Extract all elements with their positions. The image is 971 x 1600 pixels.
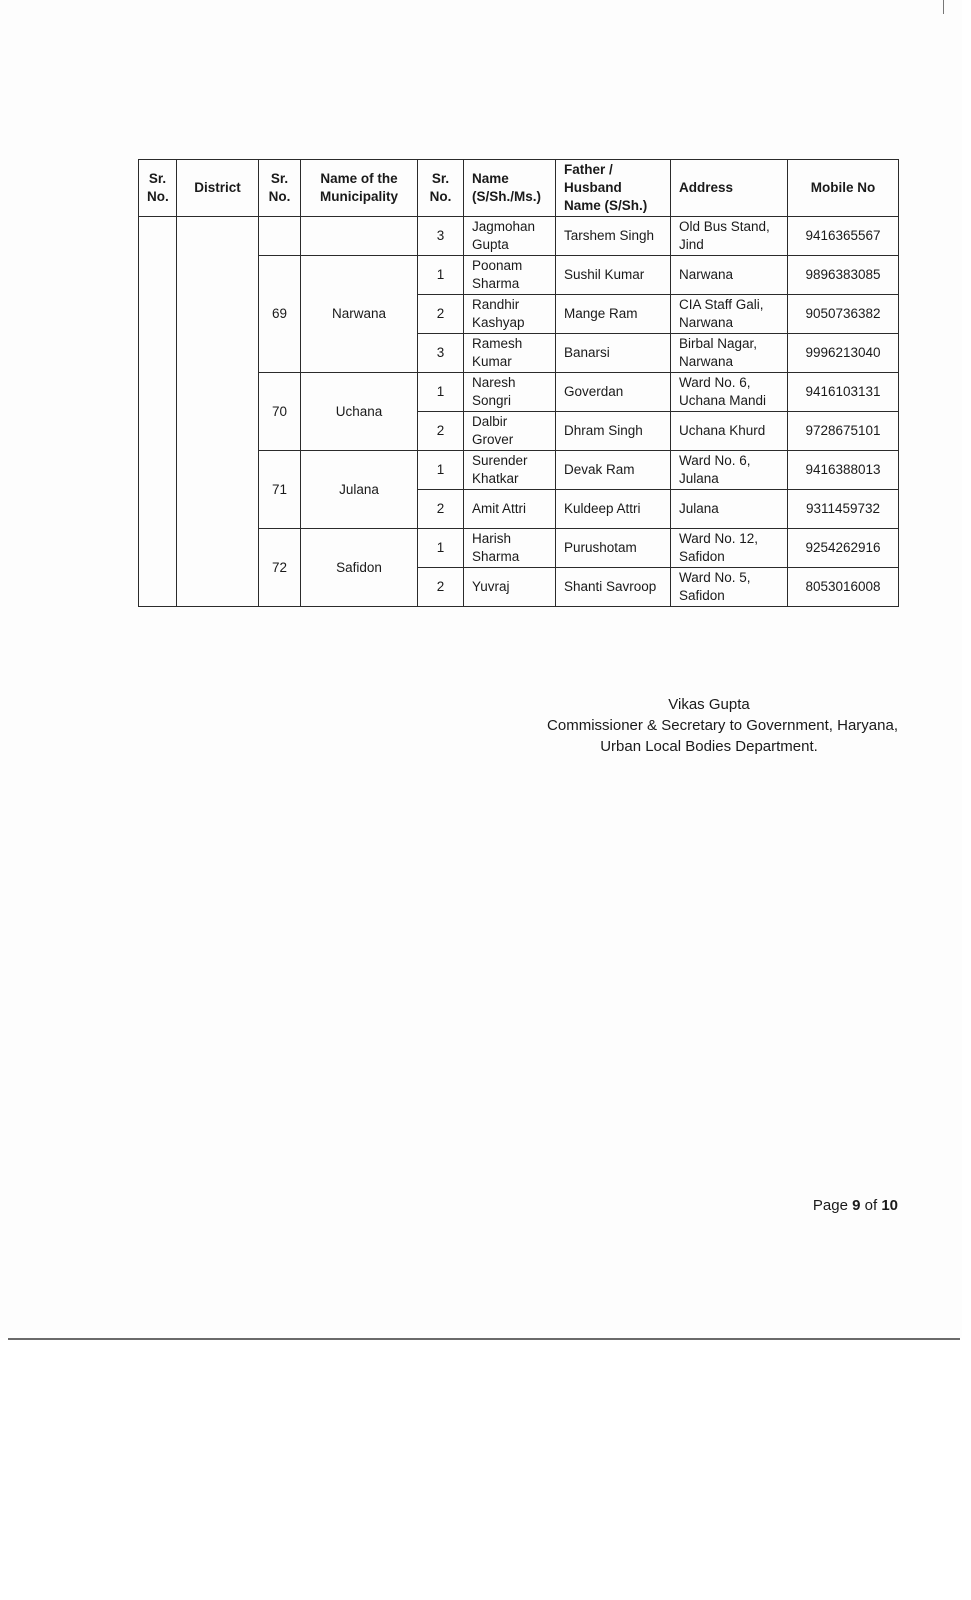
- municipality-cell: Narwana: [301, 256, 418, 373]
- signature-block: [520, 694, 898, 757]
- member-sr-cell: 3: [418, 217, 464, 256]
- address-cell: Narwana: [671, 256, 788, 295]
- header-member-sr-no: Sr. No.: [418, 160, 464, 217]
- signatory-name: Vikas Gupta: [668, 696, 750, 713]
- member-name-cell: Surender Khatkar: [464, 451, 556, 490]
- header-father-husband-name: Father / Husband Name (S/Sh.): [556, 160, 671, 217]
- member-name-cell: Harish Sharma: [464, 529, 556, 568]
- total-pages: 10: [881, 1197, 898, 1214]
- table-row: [139, 217, 899, 256]
- page-word: Page: [812, 1197, 848, 1214]
- header-municipality-sr-no: Sr. No.: [259, 160, 301, 217]
- father-name-cell: Devak Ram: [556, 451, 671, 490]
- mobile-cell: 9254262916: [788, 529, 899, 568]
- member-sr-cell: 3: [418, 334, 464, 373]
- signatory-department: Urban Local Bodies Department.: [600, 738, 818, 755]
- mobile-cell: 9050736382: [788, 295, 899, 334]
- member-sr-cell: 2: [418, 295, 464, 334]
- signatory-title: Commissioner & Secretary to Government, Haryana,: [547, 717, 898, 734]
- father-name-cell: Purushotam: [556, 529, 671, 568]
- member-sr-cell: 2: [418, 490, 464, 529]
- member-sr-cell: 1: [418, 373, 464, 412]
- header-sr-no: Sr. No.: [139, 160, 177, 217]
- father-name-cell: Shanti Savroop: [556, 568, 671, 607]
- mobile-cell: 9416103131: [788, 373, 899, 412]
- table-header-row: [139, 160, 899, 217]
- member-name-cell: Randhir Kashyap: [464, 295, 556, 334]
- header-municipality: Name of the Municipality: [301, 160, 418, 217]
- father-name-cell: Dhram Singh: [556, 412, 671, 451]
- member-name-cell: Dalbir Grover: [464, 412, 556, 451]
- member-name-cell: Yuvraj: [464, 568, 556, 607]
- member-sr-cell: 1: [418, 529, 464, 568]
- page-bottom-edge: [8, 1338, 960, 1340]
- mobile-cell: 9416388013: [788, 451, 899, 490]
- municipality-sr-no-cell: 69: [259, 256, 301, 373]
- member-sr-cell: 1: [418, 256, 464, 295]
- address-cell: Ward No. 12, Safidon: [671, 529, 788, 568]
- father-name-cell: Goverdan: [556, 373, 671, 412]
- municipality-cell: Safidon: [301, 529, 418, 607]
- mobile-cell: 9896383085: [788, 256, 899, 295]
- municipality-cell: Uchana: [301, 373, 418, 451]
- father-name-cell: Tarshem Singh: [556, 217, 671, 256]
- member-sr-cell: 1: [418, 451, 464, 490]
- member-sr-cell: 2: [418, 568, 464, 607]
- page-number: [760, 1197, 898, 1214]
- mobile-cell: 9996213040: [788, 334, 899, 373]
- mobile-cell: 9416365567: [788, 217, 899, 256]
- municipality-cell: [301, 217, 418, 256]
- municipality-sr-no-cell: 72: [259, 529, 301, 607]
- member-name-cell: Poonam Sharma: [464, 256, 556, 295]
- sr-no-cell: [139, 217, 177, 607]
- address-cell: Birbal Nagar, Narwana: [671, 334, 788, 373]
- father-name-cell: Banarsi: [556, 334, 671, 373]
- municipality-sr-no-cell: [259, 217, 301, 256]
- member-name-cell: Amit Attri: [464, 490, 556, 529]
- address-cell: Uchana Khurd: [671, 412, 788, 451]
- mobile-cell: 9311459732: [788, 490, 899, 529]
- address-cell: CIA Staff Gali, Narwana: [671, 295, 788, 334]
- mobile-cell: 8053016008: [788, 568, 899, 607]
- member-name-cell: Ramesh Kumar: [464, 334, 556, 373]
- header-mobile: Mobile No: [788, 160, 899, 217]
- member-name-cell: Naresh Songri: [464, 373, 556, 412]
- of-word: of: [864, 1197, 878, 1214]
- address-cell: Ward No. 6, Uchana Mandi: [671, 373, 788, 412]
- municipality-sr-no-cell: 70: [259, 373, 301, 451]
- father-name-cell: Mange Ram: [556, 295, 671, 334]
- scan-edge-mark: [943, 0, 944, 14]
- mobile-cell: 9728675101: [788, 412, 899, 451]
- father-name-cell: Kuldeep Attri: [556, 490, 671, 529]
- member-name-cell: Jagmohan Gupta: [464, 217, 556, 256]
- father-name-cell: Sushil Kumar: [556, 256, 671, 295]
- municipality-cell: Julana: [301, 451, 418, 529]
- member-sr-cell: 2: [418, 412, 464, 451]
- address-cell: Old Bus Stand, Jind: [671, 217, 788, 256]
- address-cell: Ward No. 5, Safidon: [671, 568, 788, 607]
- current-page: 9: [852, 1197, 861, 1214]
- municipality-sr-no-cell: 71: [259, 451, 301, 529]
- header-name: Name (S/Sh./Ms.): [464, 160, 556, 217]
- members-table: [138, 159, 899, 607]
- header-address: Address: [671, 160, 788, 217]
- address-cell: Julana: [671, 490, 788, 529]
- header-district: District: [177, 160, 259, 217]
- district-cell: [177, 217, 259, 607]
- address-cell: Ward No. 6, Julana: [671, 451, 788, 490]
